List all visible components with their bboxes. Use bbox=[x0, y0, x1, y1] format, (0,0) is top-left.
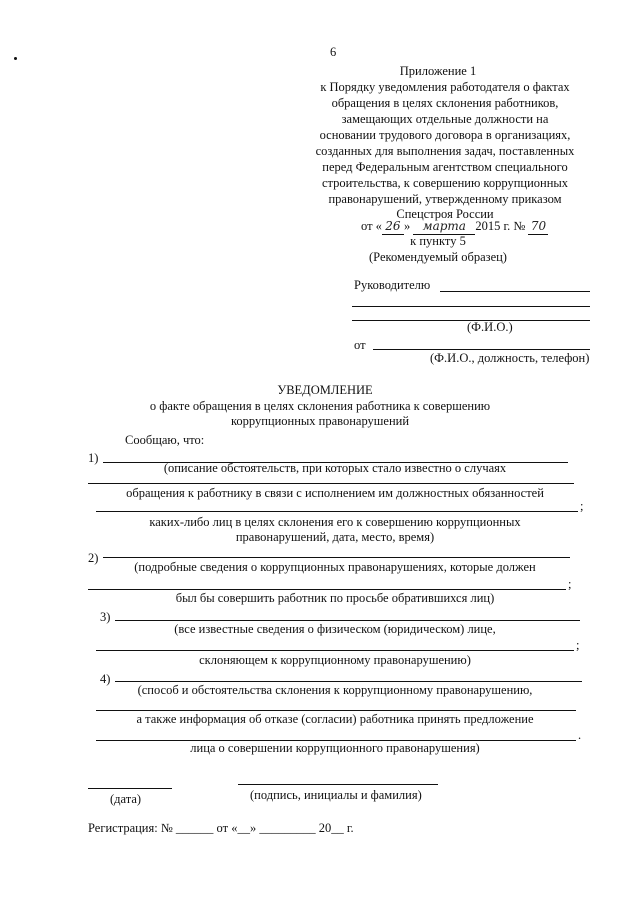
item-2-line[interactable] bbox=[103, 557, 570, 558]
item-4-hint: лица о совершении коррупционного правонарушения) bbox=[190, 741, 480, 755]
from-label: от bbox=[354, 338, 366, 352]
appendix-line: замещающих отдельные должности на bbox=[341, 112, 549, 126]
item-3-line[interactable] bbox=[96, 650, 574, 651]
notice-title: УВЕДОМЛЕНИЕ bbox=[277, 383, 373, 397]
item-1-line[interactable] bbox=[96, 511, 578, 512]
item-3-line[interactable] bbox=[115, 620, 580, 621]
item-2-line[interactable] bbox=[88, 589, 566, 590]
date-hint: (дата) bbox=[110, 792, 142, 806]
appendix-line: к Порядку уведомления работодателя о фактах bbox=[320, 80, 570, 94]
registration-line: Регистрация: № ______ от «__» _________ 20__ г. bbox=[88, 821, 354, 835]
item-1-hint: обращения к работнику в связи с исполнением им должностных обязанностей bbox=[126, 486, 544, 500]
to-head-line[interactable] bbox=[440, 291, 590, 292]
order-day-handwritten: 26 bbox=[382, 219, 404, 235]
item-4-line[interactable] bbox=[96, 710, 576, 711]
item-1-number: 1) bbox=[88, 451, 99, 465]
scan-speck bbox=[14, 57, 17, 60]
to-head-label: Руководителю bbox=[354, 278, 431, 292]
item-3-hint: склоняющем к коррупционному правонарушению) bbox=[199, 653, 471, 667]
item-3-number: 3) bbox=[100, 610, 111, 624]
item-3-hint: (все известные сведения о физическом (юридическом) лице, bbox=[174, 622, 496, 636]
item-2-hint: (подробные сведения о коррупционных правонарушениях, которые должен bbox=[134, 560, 536, 574]
item-4-line[interactable] bbox=[115, 681, 582, 682]
item-4-hint: а также информация об отказе (согласии) работника принять предложение bbox=[136, 712, 534, 726]
fio-hint: (Ф.И.О.) bbox=[467, 320, 513, 334]
appendix-line: перед Федеральным агентством специального bbox=[322, 160, 568, 174]
order-number-handwritten: 70 bbox=[528, 219, 548, 235]
item-1-hint: (описание обстоятельств, при которых стало известно о случаях bbox=[163, 461, 507, 475]
order-reference bbox=[361, 219, 548, 235]
item-4-period: . bbox=[578, 728, 582, 742]
appendix-line: правонарушений, утвержденному приказом bbox=[328, 192, 562, 206]
item-1-semicolon: ; bbox=[580, 499, 584, 513]
notice-subtitle: коррупционных правонарушений bbox=[230, 414, 410, 428]
item-1-hint: каких-либо лиц в целях склонения его к совершению коррупционных bbox=[149, 515, 521, 529]
order-month-handwritten: марта bbox=[413, 219, 475, 235]
signature-line[interactable] bbox=[238, 784, 438, 785]
from-hint: (Ф.И.О., должность, телефон) bbox=[430, 351, 590, 365]
item-4-hint: (способ и обстоятельства склонения к коррупционному правонарушению, bbox=[137, 683, 533, 697]
page-number: 6 bbox=[330, 45, 337, 59]
appendix-line: Спецстроя России bbox=[396, 207, 494, 221]
order-prefix: от « bbox=[361, 219, 382, 233]
appendix-line: строительства, к совершению коррупционных bbox=[321, 176, 569, 190]
item-1-line[interactable] bbox=[88, 483, 574, 484]
order-mid: » bbox=[403, 219, 411, 233]
item-2-semicolon: ; bbox=[568, 577, 572, 591]
notice-subtitle: о факте обращения в целях склонения работника к совершению bbox=[149, 399, 491, 413]
item-3-semicolon: ; bbox=[576, 638, 580, 652]
date-line[interactable] bbox=[88, 788, 172, 789]
item-1-hint: правонарушений, дата, место, время) bbox=[235, 530, 435, 544]
to-head-line[interactable] bbox=[352, 306, 590, 307]
item-2-hint: был бы совершить работник по просьбе обратившихся лиц) bbox=[175, 591, 495, 605]
item-4-number: 4) bbox=[100, 672, 111, 686]
intro-text: Сообщаю, что: bbox=[125, 433, 205, 447]
item-2-number: 2) bbox=[88, 551, 99, 565]
from-line[interactable] bbox=[373, 349, 590, 350]
order-year: 2015 г. № bbox=[475, 219, 526, 233]
clause-reference: к пункту 5 bbox=[410, 234, 466, 248]
appendix-line: основании трудового договора в организациях, bbox=[319, 128, 571, 142]
recommended-sample: (Рекомендуемый образец) bbox=[369, 250, 507, 264]
appendix-line: обращения в целях склонения работников, bbox=[331, 96, 559, 110]
appendix-title: Приложение 1 bbox=[399, 64, 477, 78]
signature-hint: (подпись, инициалы и фамилия) bbox=[250, 788, 422, 802]
appendix-line: созданных для выполнения задач, поставленных bbox=[315, 144, 575, 158]
